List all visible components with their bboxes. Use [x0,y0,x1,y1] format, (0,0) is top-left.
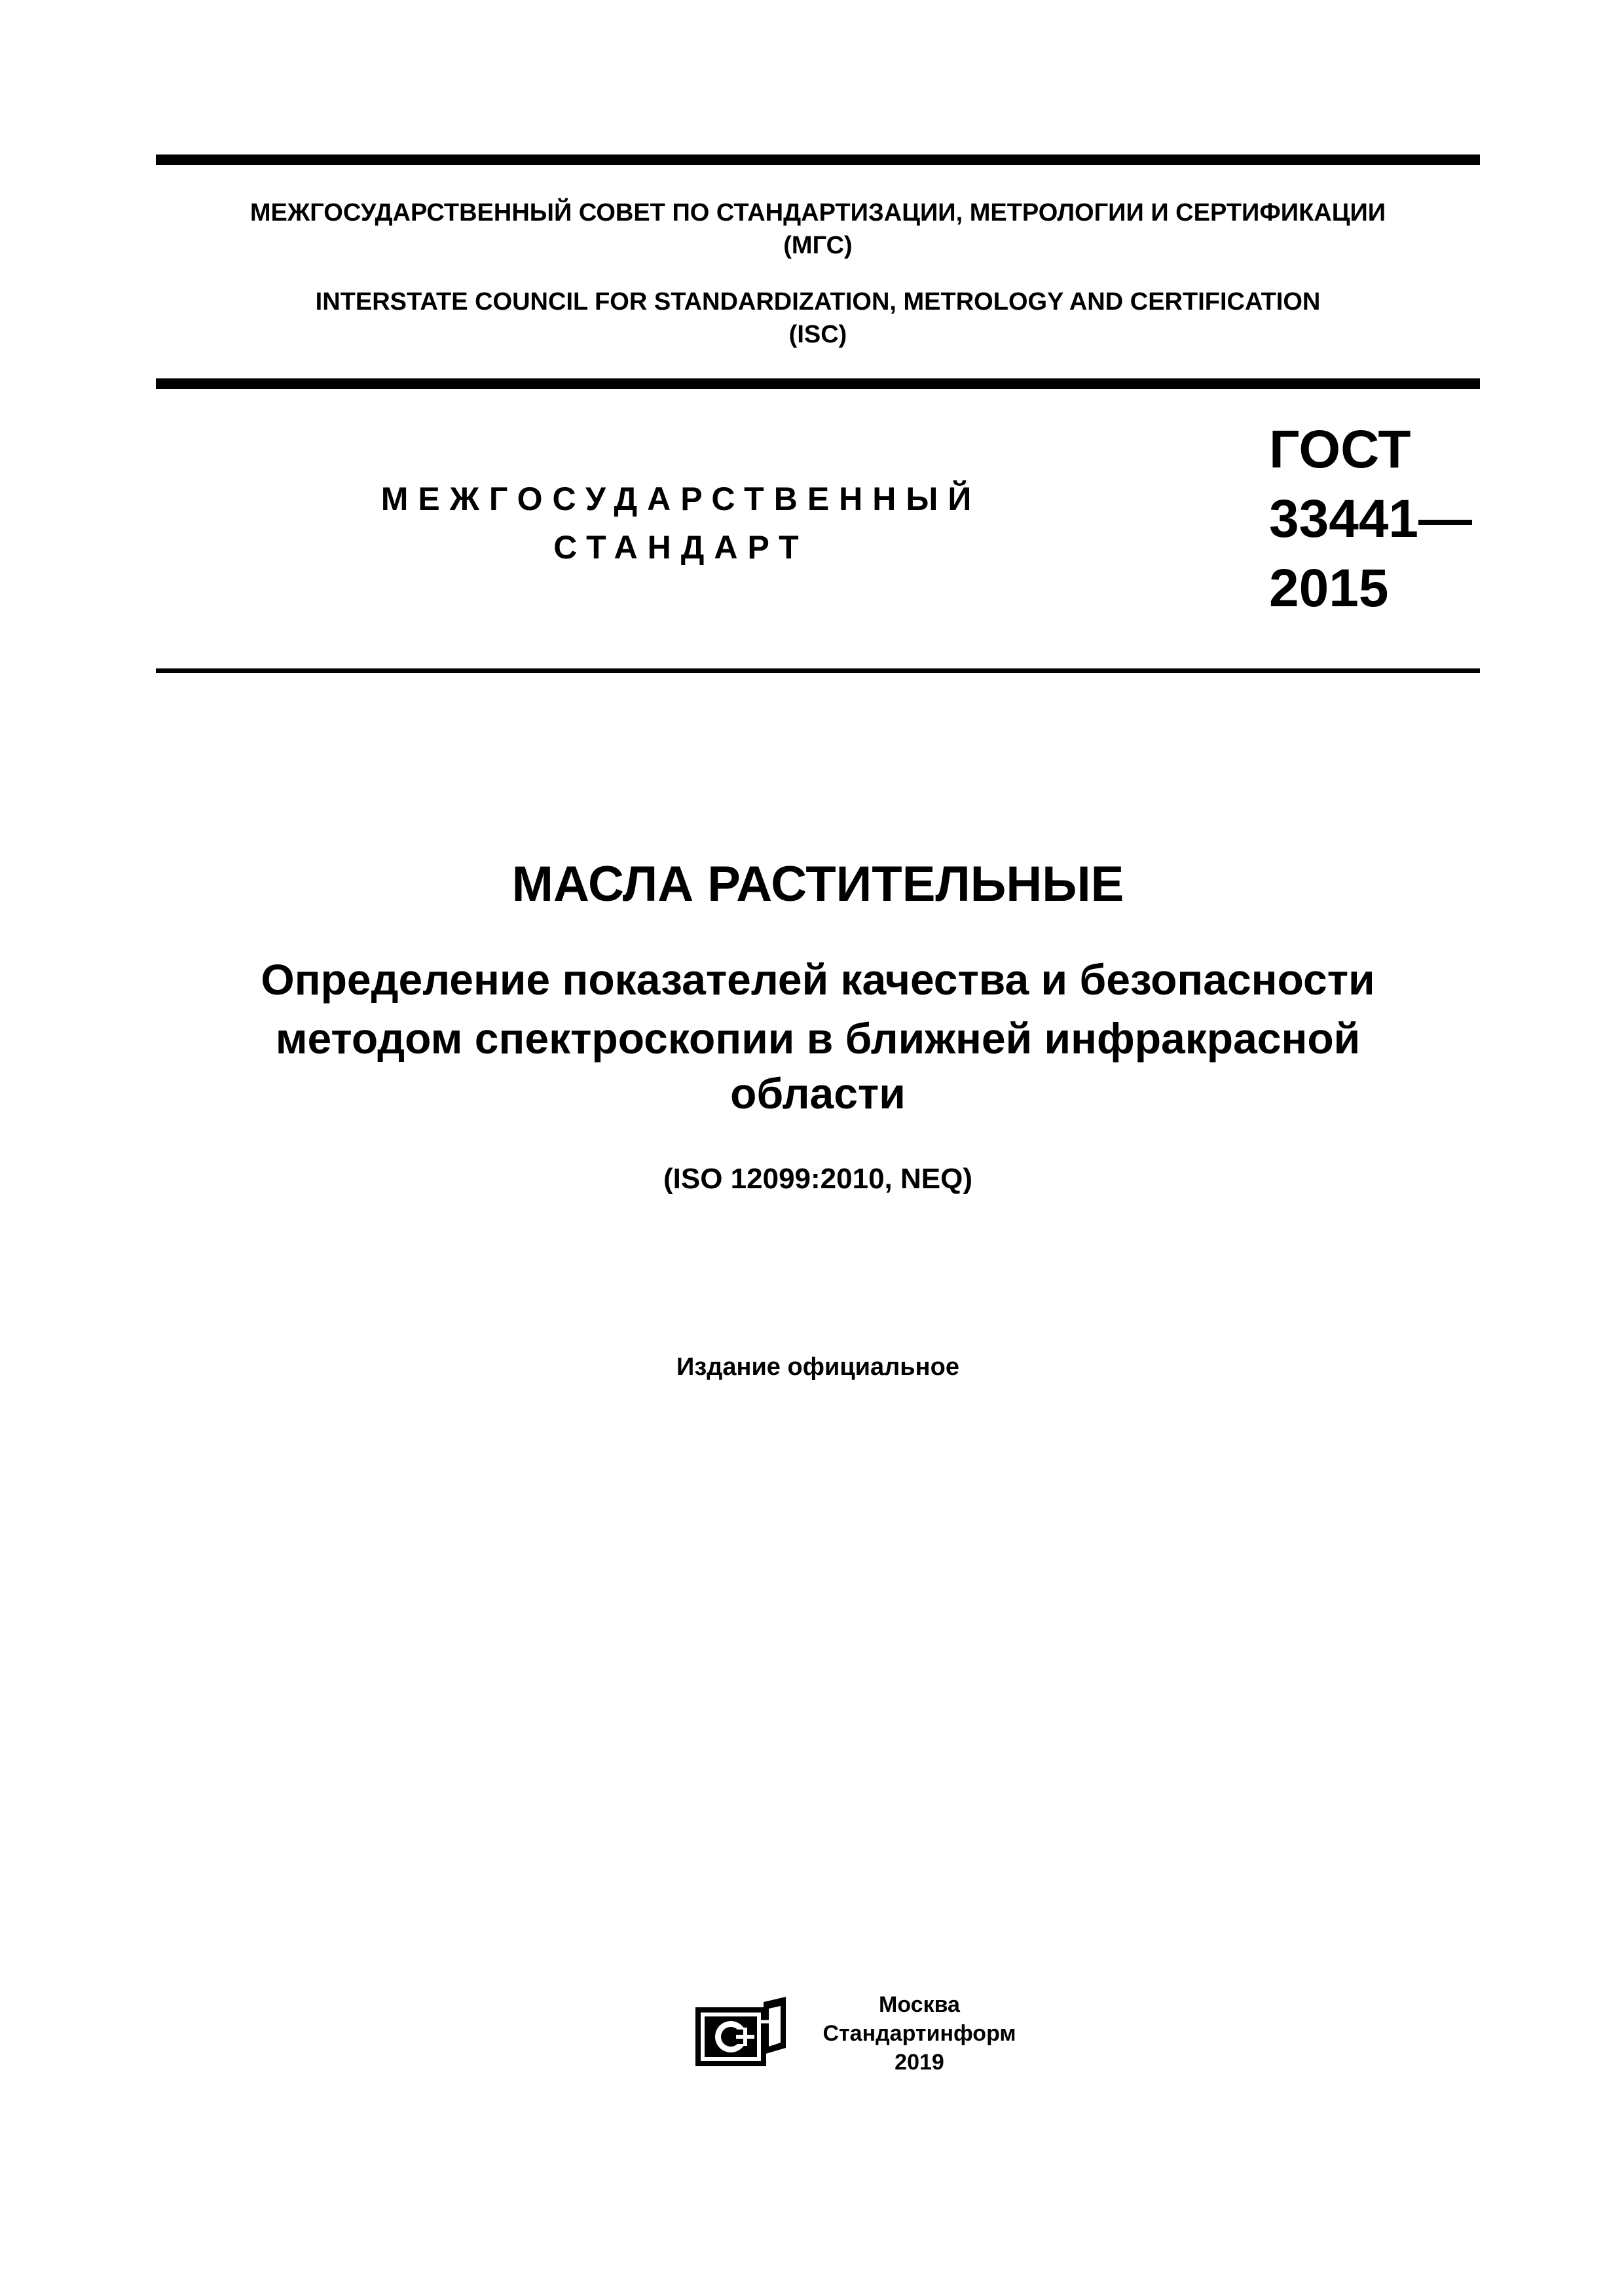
designation-rule [156,668,1480,673]
council-name-ru-line1: МЕЖГОСУДАРСТВЕННЫЙ СОВЕТ ПО СТАНДАРТИЗАЦИИ, МЕТРОЛОГИИ И СЕРТИФИКАЦИИ [249,199,1386,227]
edition-note: Издание официальное [676,1353,959,1381]
document-subtitle-line3: области [730,1069,906,1118]
council-name-ru [156,196,1480,262]
publisher-name: Стандартинформ [822,2021,1016,2046]
council-name-en-line1: INTERSTATE COUNCIL FOR STANDARDIZATION, METROLOGY AND CERTIFICATION [315,288,1321,316]
council-abbr-ru: (МГС) [783,232,853,259]
standartinform-logo-icon [695,1995,790,2066]
header-top-rule [156,155,1480,165]
document-subtitle-line1: Определение показателей качества и безопасности [261,955,1375,1004]
iso-reference: (ISO 12099:2010, NEQ) [663,1163,972,1195]
standard-year: 2015 [1269,558,1389,618]
document-subtitle-line2: методом спектроскопии в ближней инфракрасной [275,1014,1361,1063]
publisher-year: 2019 [895,2050,944,2075]
council-name-en [156,285,1480,351]
header-bottom-rule [156,378,1480,389]
standard-kind-line2: СТАНДАРТ [553,529,809,566]
publisher-city: Москва [879,1992,960,2017]
council-abbr-en: (ISC) [788,321,847,348]
standard-number: 33441— [1269,489,1473,549]
document-title: МАСЛА РАСТИТЕЛЬНЫЕ [511,856,1124,912]
standard-kind-line1: МЕЖГОСУДАРСТВЕННЫЙ [380,481,982,517]
standard-designation: ГОСТ [1269,420,1411,479]
